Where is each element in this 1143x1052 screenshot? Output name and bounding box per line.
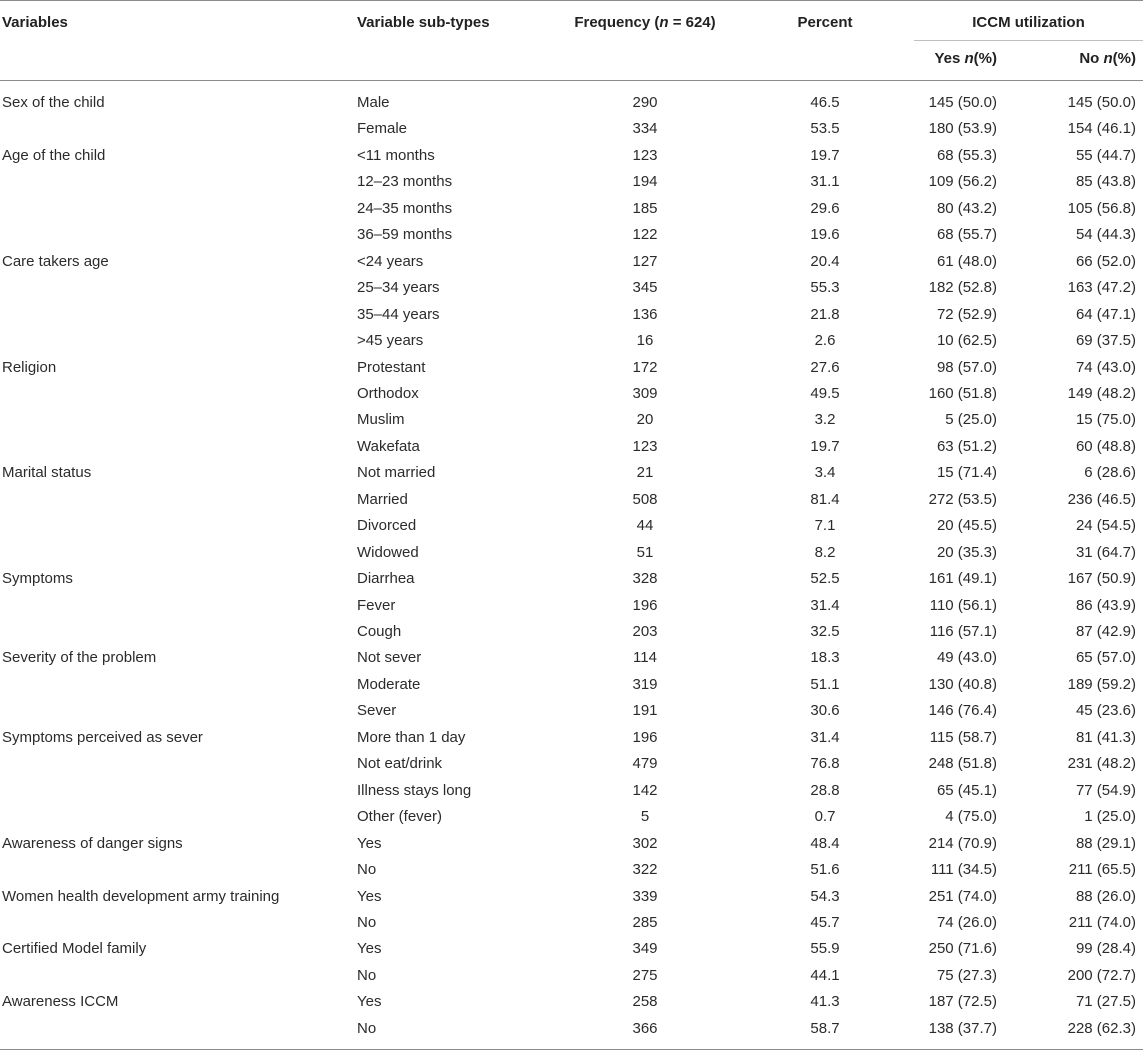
cell-percent: 28.8 xyxy=(810,781,840,799)
cell-variable: Care takers age xyxy=(2,252,109,270)
cell-frequency: 172 xyxy=(632,358,658,376)
cell-iccm-yes: 187 (72.5) xyxy=(928,993,997,1011)
cell-percent: 2.6 xyxy=(814,332,836,350)
cell-percent: 29.6 xyxy=(810,199,840,217)
cell-frequency: 366 xyxy=(632,1019,658,1037)
cell-subtype: Male xyxy=(357,94,390,111)
cell-variable: Symptoms xyxy=(2,570,73,588)
cell-iccm-yes: 248 (51.8) xyxy=(928,755,997,773)
cell-iccm-yes: 272 (53.5) xyxy=(928,490,997,508)
cell-iccm-no: 1 (25.0) xyxy=(1084,808,1136,826)
iccm-header-rule xyxy=(914,40,1143,41)
table-row xyxy=(0,328,1143,354)
cell-percent: 55.3 xyxy=(810,279,840,297)
table-row xyxy=(0,169,1143,195)
cell-iccm-no: 6 (28.6) xyxy=(1084,464,1136,482)
cell-frequency: 142 xyxy=(632,781,658,799)
cell-iccm-no: 69 (37.5) xyxy=(1075,332,1136,350)
cell-frequency: 114 xyxy=(633,649,657,667)
table-row xyxy=(0,381,1143,407)
cell-subtype: Wakefata xyxy=(357,437,420,455)
cell-frequency: 275 xyxy=(632,966,658,984)
table-row xyxy=(0,989,1143,1015)
cell-iccm-no: 189 (59.2) xyxy=(1067,675,1136,693)
cell-frequency: 44 xyxy=(636,517,654,535)
cell-frequency: 194 xyxy=(632,173,658,191)
cell-percent: 20.4 xyxy=(810,252,840,270)
cell-iccm-yes: 251 (74.0) xyxy=(928,887,997,905)
cell-percent: 51.6 xyxy=(810,861,840,879)
cell-iccm-no: 55 (44.7) xyxy=(1075,146,1136,164)
cell-percent: 53.5 xyxy=(810,120,840,138)
cell-iccm-yes: 49 (43.0) xyxy=(936,649,997,667)
cell-iccm-no: 81 (41.3) xyxy=(1075,728,1136,746)
header-frequency: Frequency (n = 624) xyxy=(574,14,716,31)
cell-frequency: 16 xyxy=(636,332,654,350)
cell-iccm-no: 88 (29.1) xyxy=(1075,834,1136,852)
table-row xyxy=(0,698,1143,724)
cell-frequency: 127 xyxy=(632,252,658,270)
table-row xyxy=(0,222,1143,248)
cell-subtype: <11 months xyxy=(357,146,435,164)
cell-iccm-yes: 110 (56.1) xyxy=(929,596,997,614)
cell-subtype: 36–59 months xyxy=(357,226,453,244)
table-bottom-rule xyxy=(0,1049,1143,1050)
header-iccm-utilization: ICCM utilization xyxy=(972,14,1085,31)
cell-percent: 0.7 xyxy=(814,808,836,826)
cell-frequency: 328 xyxy=(632,570,658,588)
cell-percent: 31.1 xyxy=(810,173,840,191)
cell-variable: Religion xyxy=(2,358,57,376)
cell-iccm-yes: 115 (58.7) xyxy=(929,728,997,746)
cell-iccm-yes: 61 (48.0) xyxy=(936,252,997,270)
cell-percent: 48.4 xyxy=(810,834,840,852)
cell-subtype: >45 years xyxy=(357,332,424,350)
table-top-rule xyxy=(0,0,1143,1)
cell-iccm-no: 105 (56.8) xyxy=(1067,199,1136,217)
cell-frequency: 334 xyxy=(632,120,658,138)
cell-subtype: No xyxy=(357,913,377,931)
cell-iccm-yes: 146 (76.4) xyxy=(928,702,997,720)
cell-frequency: 196 xyxy=(632,728,658,746)
table-row xyxy=(0,619,1143,645)
cell-percent: 31.4 xyxy=(810,596,840,614)
cell-iccm-yes: 111 (34.5) xyxy=(930,861,997,879)
cell-iccm-yes: 250 (71.6) xyxy=(928,940,997,958)
cell-iccm-no: 74 (43.0) xyxy=(1075,358,1136,376)
cell-iccm-no: 54 (44.3) xyxy=(1075,226,1136,244)
table-row xyxy=(0,751,1143,777)
table-row xyxy=(0,725,1143,751)
cell-iccm-yes: 98 (57.0) xyxy=(936,358,997,376)
cell-iccm-no: 31 (64.7) xyxy=(1075,543,1136,561)
cell-frequency: 319 xyxy=(632,675,658,693)
cell-frequency: 21 xyxy=(636,464,654,482)
cell-percent: 44.1 xyxy=(810,966,840,984)
cell-subtype: Not sever xyxy=(357,649,422,667)
cell-percent: 32.5 xyxy=(810,623,840,640)
cell-frequency: 203 xyxy=(632,623,658,640)
cell-iccm-no: 167 (50.9) xyxy=(1067,570,1136,588)
cell-subtype: Diarrhea xyxy=(357,570,415,588)
cell-subtype: Protestant xyxy=(357,358,426,376)
cell-frequency: 5 xyxy=(640,808,650,826)
cell-iccm-no: 77 (54.9) xyxy=(1075,781,1136,799)
cell-subtype: Orthodox xyxy=(357,384,419,402)
table-header-rule xyxy=(0,80,1143,81)
cell-iccm-yes: 5 (25.0) xyxy=(945,411,997,429)
cell-iccm-no: 24 (54.5) xyxy=(1075,517,1136,535)
cell-variable: Severity of the problem xyxy=(2,649,157,667)
cell-iccm-yes: 161 (49.1) xyxy=(928,570,997,588)
cell-subtype: No xyxy=(357,861,377,879)
cell-subtype: Yes xyxy=(357,887,382,905)
cell-iccm-no: 86 (43.9) xyxy=(1075,596,1136,614)
cell-subtype: Yes xyxy=(357,993,382,1011)
cell-percent: 41.3 xyxy=(810,993,840,1011)
cell-iccm-yes: 20 (35.3) xyxy=(936,543,997,561)
cell-frequency: 185 xyxy=(632,199,658,217)
table-row xyxy=(0,566,1143,592)
cell-iccm-yes: 72 (52.9) xyxy=(936,305,997,323)
cell-iccm-no: 85 (43.8) xyxy=(1075,173,1136,191)
cell-percent: 31.4 xyxy=(810,728,840,746)
cell-iccm-no: 211 (74.0) xyxy=(1068,913,1136,931)
cell-percent: 45.7 xyxy=(810,913,840,931)
cell-variable: Awareness ICCM xyxy=(2,993,119,1011)
cell-percent: 21.8 xyxy=(810,305,840,323)
cell-frequency: 349 xyxy=(632,940,658,958)
table-row xyxy=(0,116,1143,142)
cell-iccm-yes: 68 (55.7) xyxy=(936,226,997,244)
cell-iccm-yes: 10 (62.5) xyxy=(936,332,997,350)
cell-iccm-no: 71 (27.5) xyxy=(1075,993,1136,1011)
table-row xyxy=(0,275,1143,301)
cell-frequency: 191 xyxy=(632,702,658,720)
table-row xyxy=(0,831,1143,857)
table-row xyxy=(0,143,1143,169)
cell-variable: Awareness of danger signs xyxy=(2,834,183,852)
table-row xyxy=(0,513,1143,539)
cell-variable: Age of the child xyxy=(2,146,106,164)
cell-frequency: 136 xyxy=(632,305,658,323)
cell-subtype: Fever xyxy=(357,596,396,614)
cell-frequency: 290 xyxy=(632,94,658,111)
cell-percent: 51.1 xyxy=(810,675,840,693)
cell-variable: Marital status xyxy=(2,464,92,482)
table-row xyxy=(0,804,1143,830)
cell-frequency: 258 xyxy=(632,993,658,1011)
cell-percent: 81.4 xyxy=(810,490,840,508)
cell-percent: 55.9 xyxy=(810,940,840,958)
cell-iccm-no: 88 (26.0) xyxy=(1075,887,1136,905)
cell-subtype: 24–35 months xyxy=(357,199,453,217)
cell-iccm-yes: 145 (50.0) xyxy=(928,94,997,111)
table-row xyxy=(0,434,1143,460)
table-row xyxy=(0,963,1143,989)
cell-iccm-yes: 214 (70.9) xyxy=(928,834,997,852)
cell-frequency: 345 xyxy=(632,279,658,297)
cell-iccm-no: 236 (46.5) xyxy=(1067,490,1136,508)
table-row xyxy=(0,884,1143,910)
cell-frequency: 479 xyxy=(632,755,658,773)
cell-iccm-no: 65 (57.0) xyxy=(1075,649,1136,667)
table-row xyxy=(0,645,1143,671)
cell-subtype: Sever xyxy=(357,702,397,720)
cell-iccm-yes: 75 (27.3) xyxy=(936,966,997,984)
cell-iccm-no: 163 (47.2) xyxy=(1067,279,1136,297)
table-row xyxy=(0,355,1143,381)
cell-subtype: Female xyxy=(357,120,408,138)
cell-percent: 76.8 xyxy=(810,755,840,773)
cell-iccm-yes: 15 (71.4) xyxy=(936,464,997,482)
header-variables: Variables xyxy=(2,14,68,31)
cell-iccm-yes: 109 (56.2) xyxy=(928,173,997,191)
cell-iccm-yes: 68 (55.3) xyxy=(936,146,997,164)
cell-iccm-yes: 182 (52.8) xyxy=(928,279,997,297)
table-row xyxy=(0,196,1143,222)
cell-iccm-no: 45 (23.6) xyxy=(1075,702,1136,720)
cell-frequency: 196 xyxy=(632,596,658,614)
cell-frequency: 322 xyxy=(632,861,658,879)
table-row xyxy=(0,778,1143,804)
cell-iccm-yes: 180 (53.9) xyxy=(928,120,997,138)
cell-iccm-yes: 74 (26.0) xyxy=(936,913,997,931)
cell-percent: 7.1 xyxy=(814,517,836,535)
table-row xyxy=(0,857,1143,883)
cell-percent: 3.4 xyxy=(814,464,836,482)
cell-subtype: Cough xyxy=(357,623,402,640)
cell-frequency: 123 xyxy=(632,437,658,455)
cell-subtype: Not eat/drink xyxy=(357,755,443,773)
header-percent: Percent xyxy=(797,14,853,31)
cell-percent: 54.3 xyxy=(810,887,840,905)
cell-percent: 19.6 xyxy=(810,226,840,244)
cell-variable: Women health development army training xyxy=(2,887,280,905)
cell-subtype: Yes xyxy=(357,834,382,852)
cell-frequency: 20 xyxy=(636,411,654,429)
table-row xyxy=(0,672,1143,698)
cell-subtype: Married xyxy=(357,490,408,508)
table-row xyxy=(0,90,1143,116)
cell-frequency: 309 xyxy=(632,384,658,402)
cell-percent: 58.7 xyxy=(810,1019,840,1037)
cell-percent: 19.7 xyxy=(810,437,840,455)
cell-subtype: No xyxy=(357,966,377,984)
cell-iccm-no: 145 (50.0) xyxy=(1067,94,1136,111)
cell-iccm-yes: 130 (40.8) xyxy=(928,675,997,693)
cell-iccm-no: 15 (75.0) xyxy=(1075,411,1136,429)
cell-iccm-no: 87 (42.9) xyxy=(1075,623,1136,640)
cell-iccm-yes: 4 (75.0) xyxy=(945,808,997,826)
cell-subtype: Not married xyxy=(357,464,436,482)
cell-subtype: Illness stays long xyxy=(357,781,472,799)
table-row xyxy=(0,936,1143,962)
cell-variable: Symptoms perceived as sever xyxy=(2,728,203,746)
cell-percent: 8.2 xyxy=(814,543,836,561)
cell-iccm-yes: 65 (45.1) xyxy=(936,781,997,799)
cell-iccm-no: 231 (48.2) xyxy=(1067,755,1136,773)
cell-iccm-no: 66 (52.0) xyxy=(1075,252,1136,270)
cell-iccm-no: 64 (47.1) xyxy=(1075,305,1136,323)
table-row xyxy=(0,487,1143,513)
table-row xyxy=(0,302,1143,328)
cell-percent: 49.5 xyxy=(810,384,840,402)
header-subtypes: Variable sub-types xyxy=(357,14,490,31)
cell-subtype: <24 years xyxy=(357,252,424,270)
cell-frequency: 122 xyxy=(632,226,658,244)
cell-iccm-yes: 63 (51.2) xyxy=(936,437,997,455)
cell-subtype: More than 1 day xyxy=(357,728,466,746)
cell-percent: 46.5 xyxy=(810,94,840,111)
cell-percent: 18.3 xyxy=(810,649,840,667)
table-row xyxy=(0,910,1143,936)
cell-frequency: 302 xyxy=(632,834,658,852)
cell-iccm-no: 228 (62.3) xyxy=(1067,1019,1136,1037)
cell-subtype: Muslim xyxy=(357,411,405,429)
table-row xyxy=(0,593,1143,619)
cell-subtype: Other (fever) xyxy=(357,808,443,826)
cell-iccm-no: 149 (48.2) xyxy=(1067,384,1136,402)
header-yes: Yes n(%) xyxy=(934,50,997,67)
cell-iccm-no: 211 (65.5) xyxy=(1068,861,1136,879)
cell-subtype: Widowed xyxy=(357,543,419,561)
cell-percent: 27.6 xyxy=(810,358,840,376)
cell-iccm-yes: 138 (37.7) xyxy=(928,1019,997,1037)
cell-percent: 30.6 xyxy=(810,702,840,720)
cell-iccm-no: 60 (48.8) xyxy=(1075,437,1136,455)
cell-frequency: 285 xyxy=(632,913,658,931)
table-row xyxy=(0,460,1143,486)
cell-iccm-yes: 116 (57.1) xyxy=(929,623,997,640)
table-row xyxy=(0,1016,1143,1042)
cell-subtype: No xyxy=(357,1019,377,1037)
cell-iccm-no: 200 (72.7) xyxy=(1067,966,1136,984)
cell-subtype: Divorced xyxy=(357,517,417,535)
cell-subtype: Moderate xyxy=(357,675,421,693)
cell-frequency: 51 xyxy=(636,543,654,561)
cell-iccm-yes: 160 (51.8) xyxy=(928,384,997,402)
cell-percent: 19.7 xyxy=(810,146,840,164)
cell-subtype: 25–34 years xyxy=(357,279,440,297)
table-row xyxy=(0,540,1143,566)
cell-subtype: 12–23 months xyxy=(357,173,453,191)
cell-iccm-no: 99 (28.4) xyxy=(1075,940,1136,958)
header-no: No n(%) xyxy=(1079,50,1136,67)
cell-frequency: 508 xyxy=(632,490,658,508)
cell-variable: Certified Model family xyxy=(2,940,147,958)
cell-iccm-no: 154 (46.1) xyxy=(1067,120,1136,138)
cell-subtype: 35–44 years xyxy=(357,305,440,323)
cell-subtype: Yes xyxy=(357,940,382,958)
cell-frequency: 339 xyxy=(632,887,658,905)
table-row xyxy=(0,407,1143,433)
cell-percent: 3.2 xyxy=(814,411,836,429)
table-row xyxy=(0,249,1143,275)
cell-frequency: 123 xyxy=(632,146,658,164)
cell-percent: 52.5 xyxy=(810,570,840,588)
cell-iccm-yes: 80 (43.2) xyxy=(936,199,997,217)
cell-iccm-yes: 20 (45.5) xyxy=(936,517,997,535)
cell-variable: Sex of the child xyxy=(2,94,105,111)
